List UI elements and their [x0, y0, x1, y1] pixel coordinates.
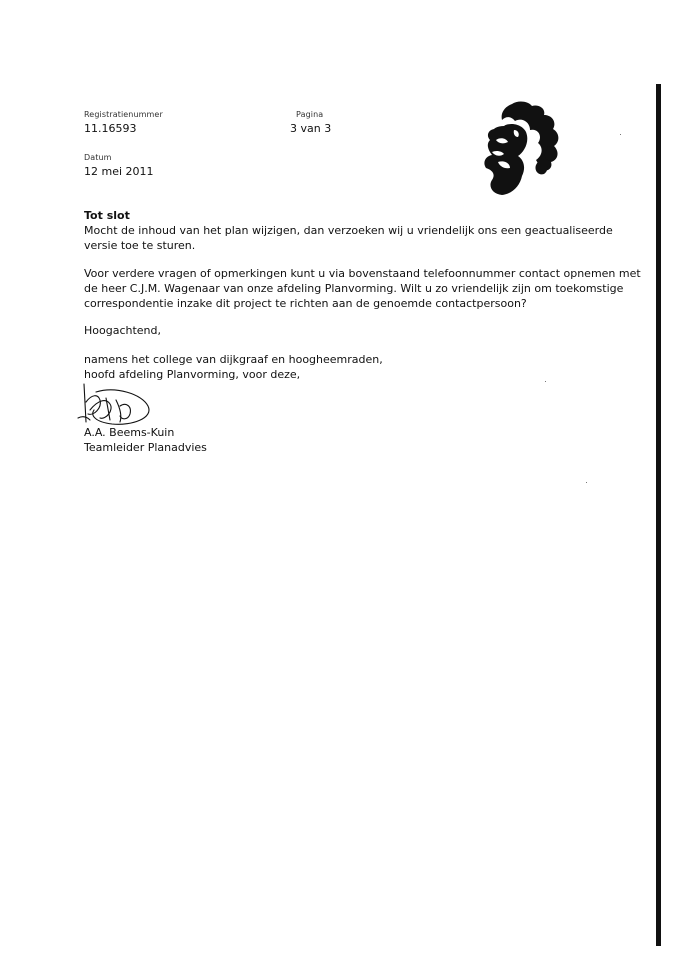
closing-heading: Tot slot [84, 209, 130, 222]
lion-logo-icon [478, 100, 564, 196]
text-line: hoofd afdeling Planvorming, voor deze, [84, 368, 301, 381]
scan-speck [620, 134, 621, 135]
text-line: Mocht de inhoud van het plan wijzigen, dan verzoeken wij u vriendelijk ons een geactualiseerde [84, 224, 613, 237]
signatory-name: A.A. Beems-Kuin [84, 426, 175, 439]
page-number: 3 van 3 [290, 122, 332, 135]
scan-speck [586, 482, 587, 483]
closing-greeting: Hoogachtend, [84, 324, 162, 337]
text-line: Voor verdere vragen of opmerkingen kunt u via bovenstaand telefoonnummer contact opnemen met [84, 267, 641, 280]
date-value: 12 mei 2011 [84, 165, 154, 178]
registration-label: Registratienummer [84, 110, 163, 119]
text-line: versie toe te sturen. [84, 239, 196, 252]
scan-speck [545, 381, 546, 382]
date-label: Datum [84, 153, 112, 162]
paragraph-update [84, 223, 613, 253]
paragraph-contact [84, 266, 641, 311]
text-line: de heer C.J.M. Wagenaar van onze afdeling Planvorming. Wilt u zo vriendelijk zijn om toekomstige [84, 282, 624, 295]
signature-icon [76, 380, 156, 430]
registration-number: 11.16593 [84, 122, 137, 135]
scan-edge-bar [656, 84, 661, 946]
text-line: namens het college van dijkgraaf en hoogheemraden, [84, 353, 383, 366]
text-line: correspondentie inzake dit project te richten aan de genoemde contactpersoon? [84, 297, 527, 310]
signatory-title: Teamleider Planadvies [84, 441, 207, 454]
on-behalf-block [84, 352, 383, 382]
page-label: Pagina [296, 110, 324, 119]
